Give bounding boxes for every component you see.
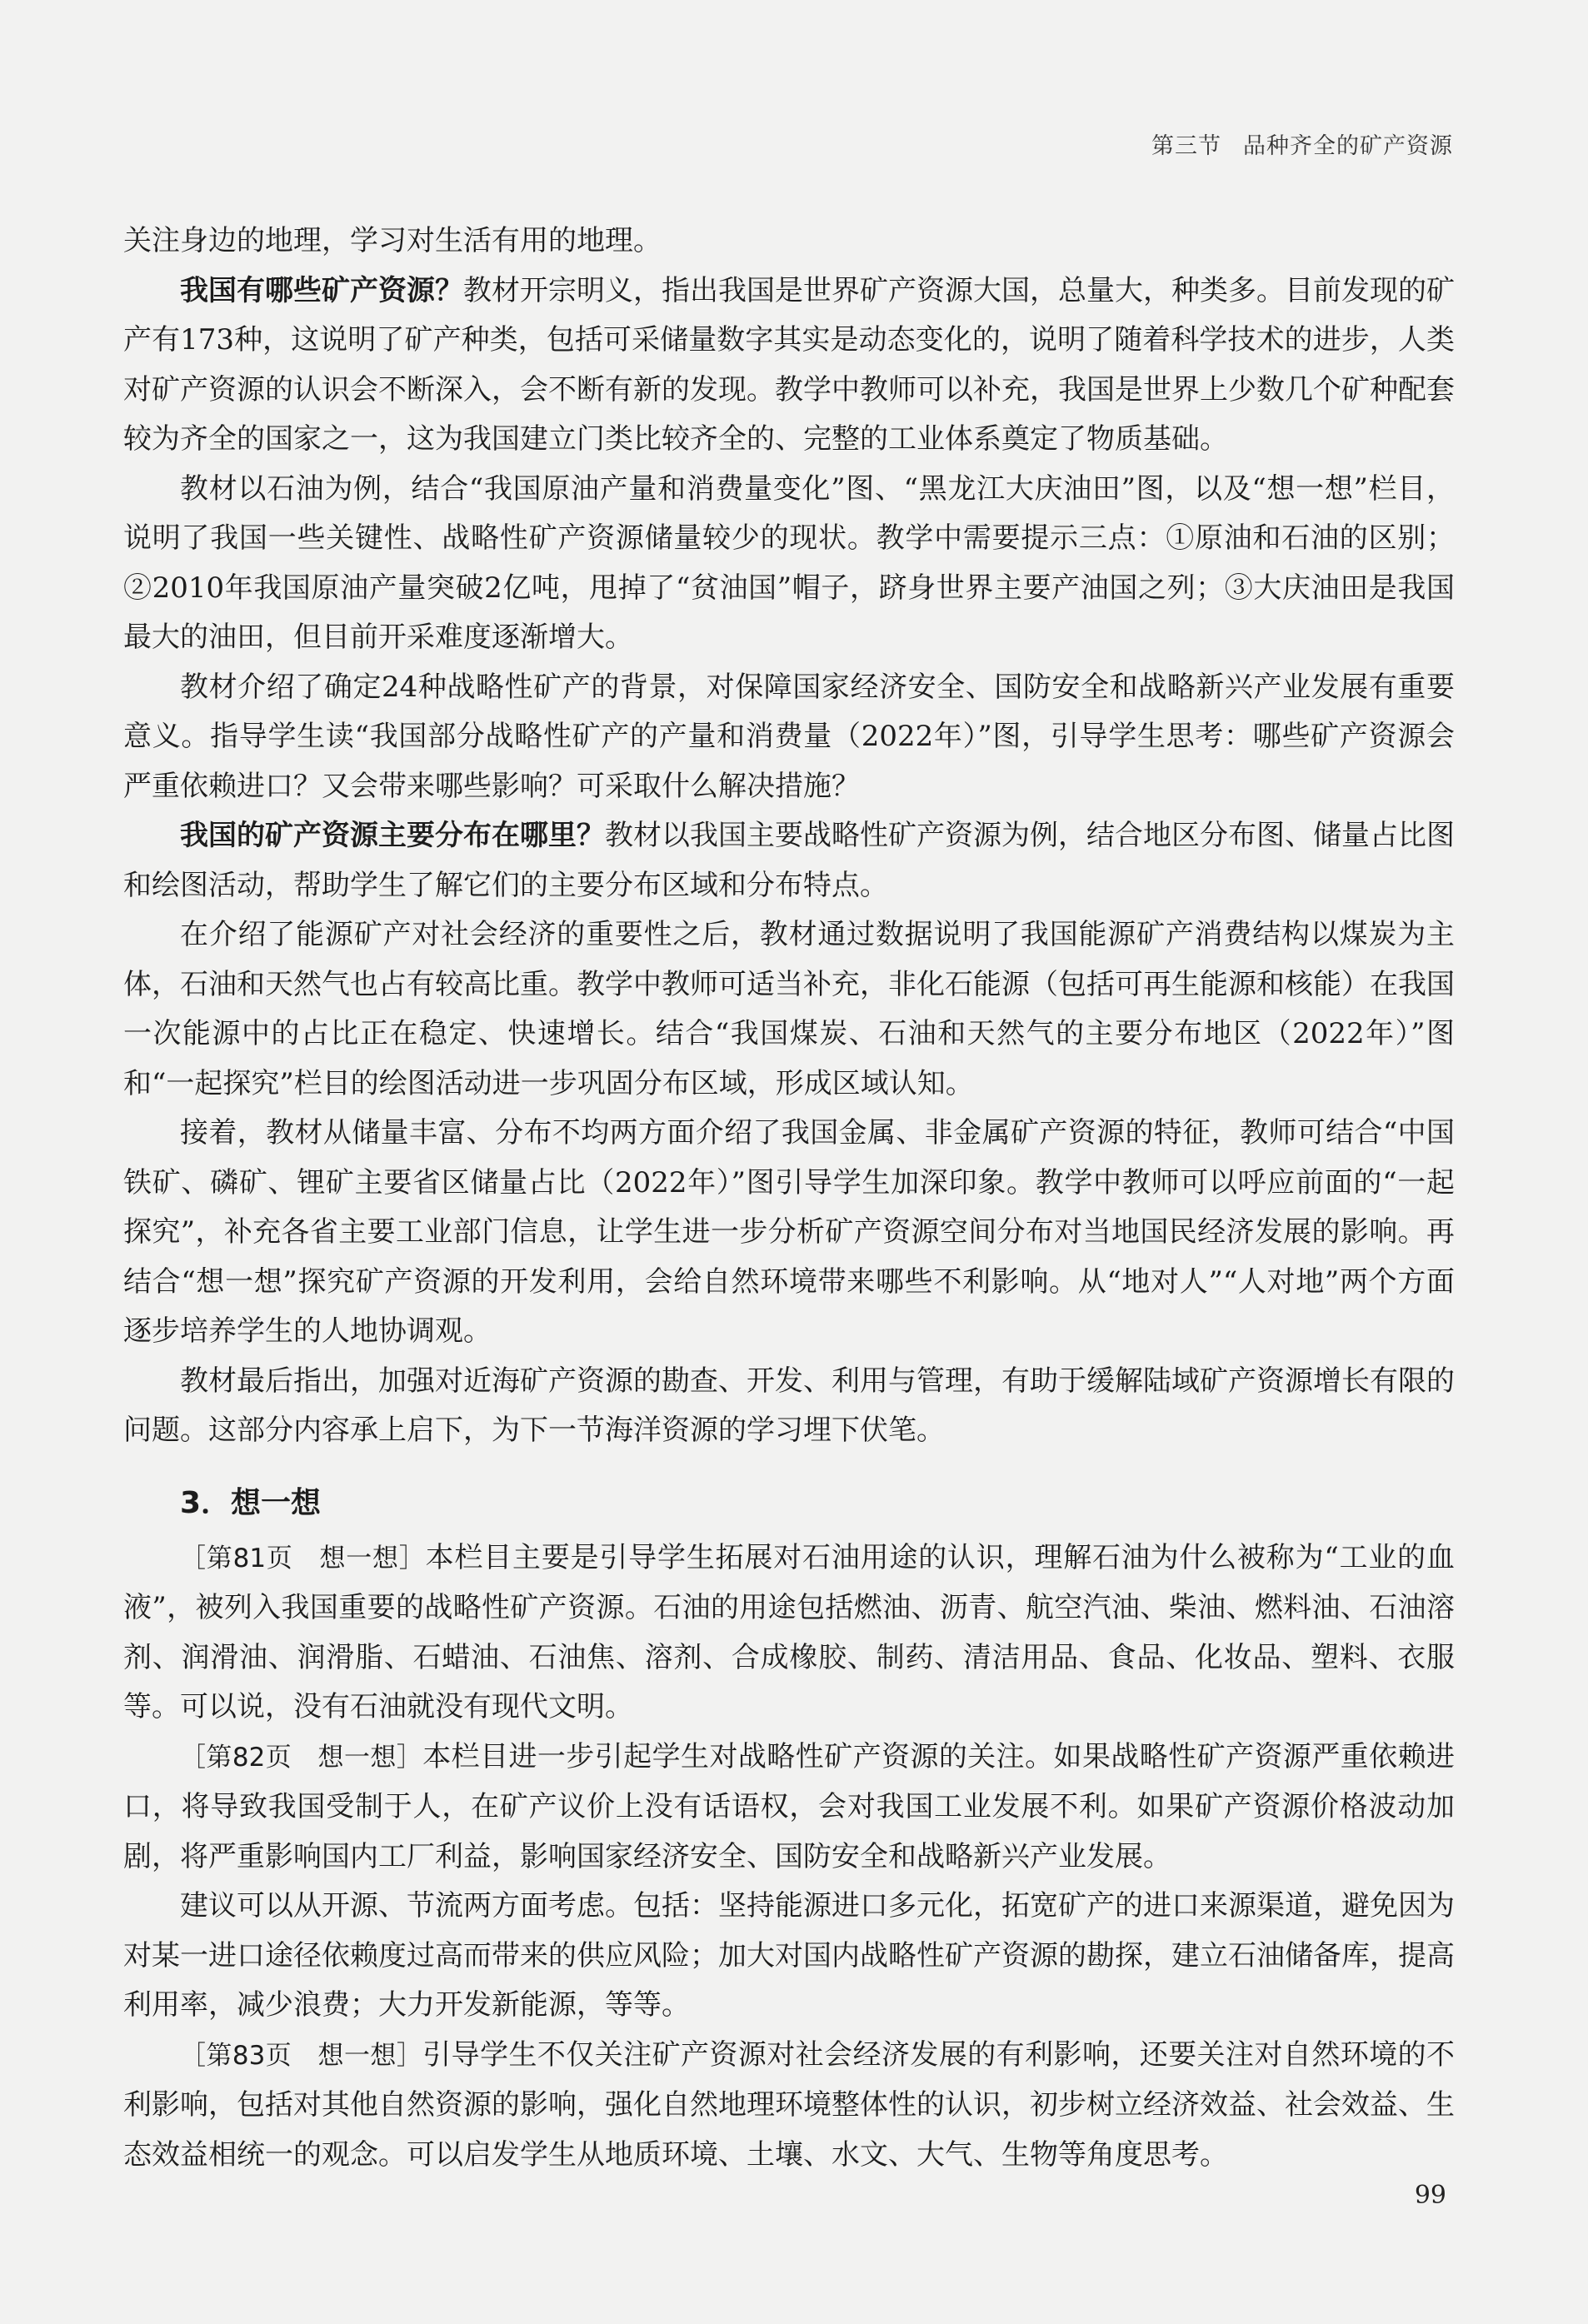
paragraph-offshore [123, 1357, 1455, 1456]
page-body [123, 217, 1455, 2180]
header-section-title: 品种齐全的矿产资源 [1243, 133, 1453, 159]
item-text: 本栏目主要是引导学生拓展对石油用途的认识，理解石油为什么被称为“工业的血液”，被列入我国重要的战略性矿产资源。石油的用途包括燃油、沥青、航空汽油、柴油、燃料油、石油溶剂、润滑油、润滑脂、石蜡油、石油焦、溶剂、合成橡胶、制药、清洁用品、食品、化妆品、塑料、衣服等。可以说，没有石油就没有现代文明。 [123, 1540, 1455, 1723]
paragraph-lead: 我国的矿产资源主要分布在哪里？ [180, 819, 605, 852]
item-text: 建议可以从开源、节流两方面考虑。包括：坚持能源进口多元化，拓宽矿产的进口来源渠道，避免因为对某一进口途径依赖度过高而带来的供应风险；加大对国内战略性矿产资源的勘探，建立石油储备库，提高利用率，减少浪费；大力开发新能源，等等。 [123, 1889, 1455, 2022]
page-reference: ［第81页 想一想］ [180, 1543, 426, 1573]
paragraph-distribution [123, 811, 1455, 910]
paragraph-text: 教材开宗明义，指出我国是世界矿产资源大国，总量大，种类多。目前发现的矿产有173种，这说明了矿产种类，包括可采储量数字其实是动态变化的，说明了随着科学技术的进步，人类对矿产资源的认识会不断深入，会不断有新的发现。教学中教师可以补充，我国是世界上少数几个矿种配套较为齐全的国家之一，这为我国建立门类比较齐全的、完整的工业体系奠定了物质基础。 [123, 273, 1455, 456]
paragraph-text: 在介绍了能源矿产对社会经济的重要性之后，教材通过数据说明了我国能源矿产消费结构以煤炭为主体，石油和天然气也占有较高比重。教学中教师可适当补充，非化石能源（包括可再生能源和核能）在我国一次能源中的占比正在稳定、快速增长。结合“我国煤炭、石油和天然气的主要分布地区（2022年）”图和“一起探究”栏目的绘图活动进一步巩固分布区域，形成区域认知。 [123, 918, 1455, 1100]
section-heading: 3．想一想 [180, 1485, 322, 1520]
paragraph-text: 教材以我国主要战略性矿产资源为例，结合地区分布图、储量占比图和绘图活动，帮助学生了解它们的主要分布区域和分布特点。 [123, 819, 1455, 902]
page-number: 99 [1414, 2181, 1446, 2210]
paragraph-text: 关注身边的地理，学习对生活有用的地理。 [123, 224, 662, 257]
paragraph-text: 教材最后指出，加强对近海矿产资源的勘查、开发、利用与管理，有助于缓解陆域矿产资源增长有限的问题。这部分内容承上启下，为下一节海洋资源的学习埋下伏笔。 [123, 1364, 1455, 1447]
paragraph-strategic-minerals [123, 663, 1455, 812]
paragraph-metal-minerals [123, 1109, 1455, 1357]
paragraph-text: 接着，教材从储量丰富、分布不均两方面介绍了我国金属、非金属矿产资源的特征，教师可结合“中国铁矿、磷矿、锂矿主要省区储量占比（2022年）”图引导学生加深印象。教学中教师可以呼应前面的“一起探究”，补充各省主要工业部门信息，让学生进一步分析矿产资源空间分布对当地国民经济发展的影响。再结合“想一想”探究矿产资源的开发利用，会给自然环境带来哪些不利影响。从“地对人”“人对地”两个方面逐步培养学生的人地协调观。 [123, 1116, 1455, 1348]
paragraph-text: 教材介绍了确定24种战略性矿产的背景，对保障国家经济安全、国防安全和战略新兴产业发展有重要意义。指导学生读“我国部分战略性矿产的产量和消费量（2022年）”图，引导学生思考：哪些矿产资源会严重依赖进口？又会带来哪些影响？可采取什么解决措施？ [123, 670, 1455, 803]
paragraph-text: 教材以石油为例，结合“我国原油产量和消费量变化”图、“黑龙江大庆油田”图，以及“想一想”栏目，说明了我国一些关键性、战略性矿产资源储量较少的现状。教学中需要提示三点：①原油和石油的区别；②2010年我国原油产量突破2亿吨，甩掉了“贫油国”帽子，跻身世界主要产油国之列；③大庆油田是我国最大的油田，但目前开采难度逐渐增大。 [123, 471, 1455, 654]
think-item-p82-suggestion [123, 1882, 1455, 2031]
paragraph-mineral-types [123, 267, 1455, 465]
header-section-number: 第三节 [1151, 133, 1221, 159]
item-text: 引导学生不仅关注矿产资源对社会经济发展的有利影响，还要关注对自然环境的不利影响，包括对其他自然资源的影响，强化自然地理环境整体性的认识，初步树立经济效益、社会效益、生态效益相统一的观念。可以启发学生从地质环境、土壤、水文、大气、生物等角度思考。 [123, 2037, 1456, 2172]
paragraph-energy-structure [123, 910, 1455, 1109]
running-header [1151, 127, 1453, 160]
think-item-p82 [123, 1733, 1455, 1883]
think-item-p81 [123, 1534, 1455, 1733]
think-item-p83 [123, 2031, 1455, 2181]
paragraph-continued [123, 217, 1455, 267]
item-text: 本栏目进一步引起学生对战略性矿产资源的关注。如果战略性矿产资源严重依赖进口，将导致我国受制于人，在矿产议价上没有话语权，会对我国工业发展不利。如果矿产资源价格波动加剧，将严重影响国内工厂利益，影响国家经济安全、国防安全和战略新兴产业发展。 [123, 1739, 1456, 1873]
page-reference: ［第83页 想一想］ [180, 2040, 423, 2071]
paragraph-oil-example [123, 465, 1455, 663]
paragraph-lead: 我国有哪些矿产资源？ [180, 273, 463, 307]
page-reference: ［第82页 想一想］ [180, 1742, 423, 1773]
